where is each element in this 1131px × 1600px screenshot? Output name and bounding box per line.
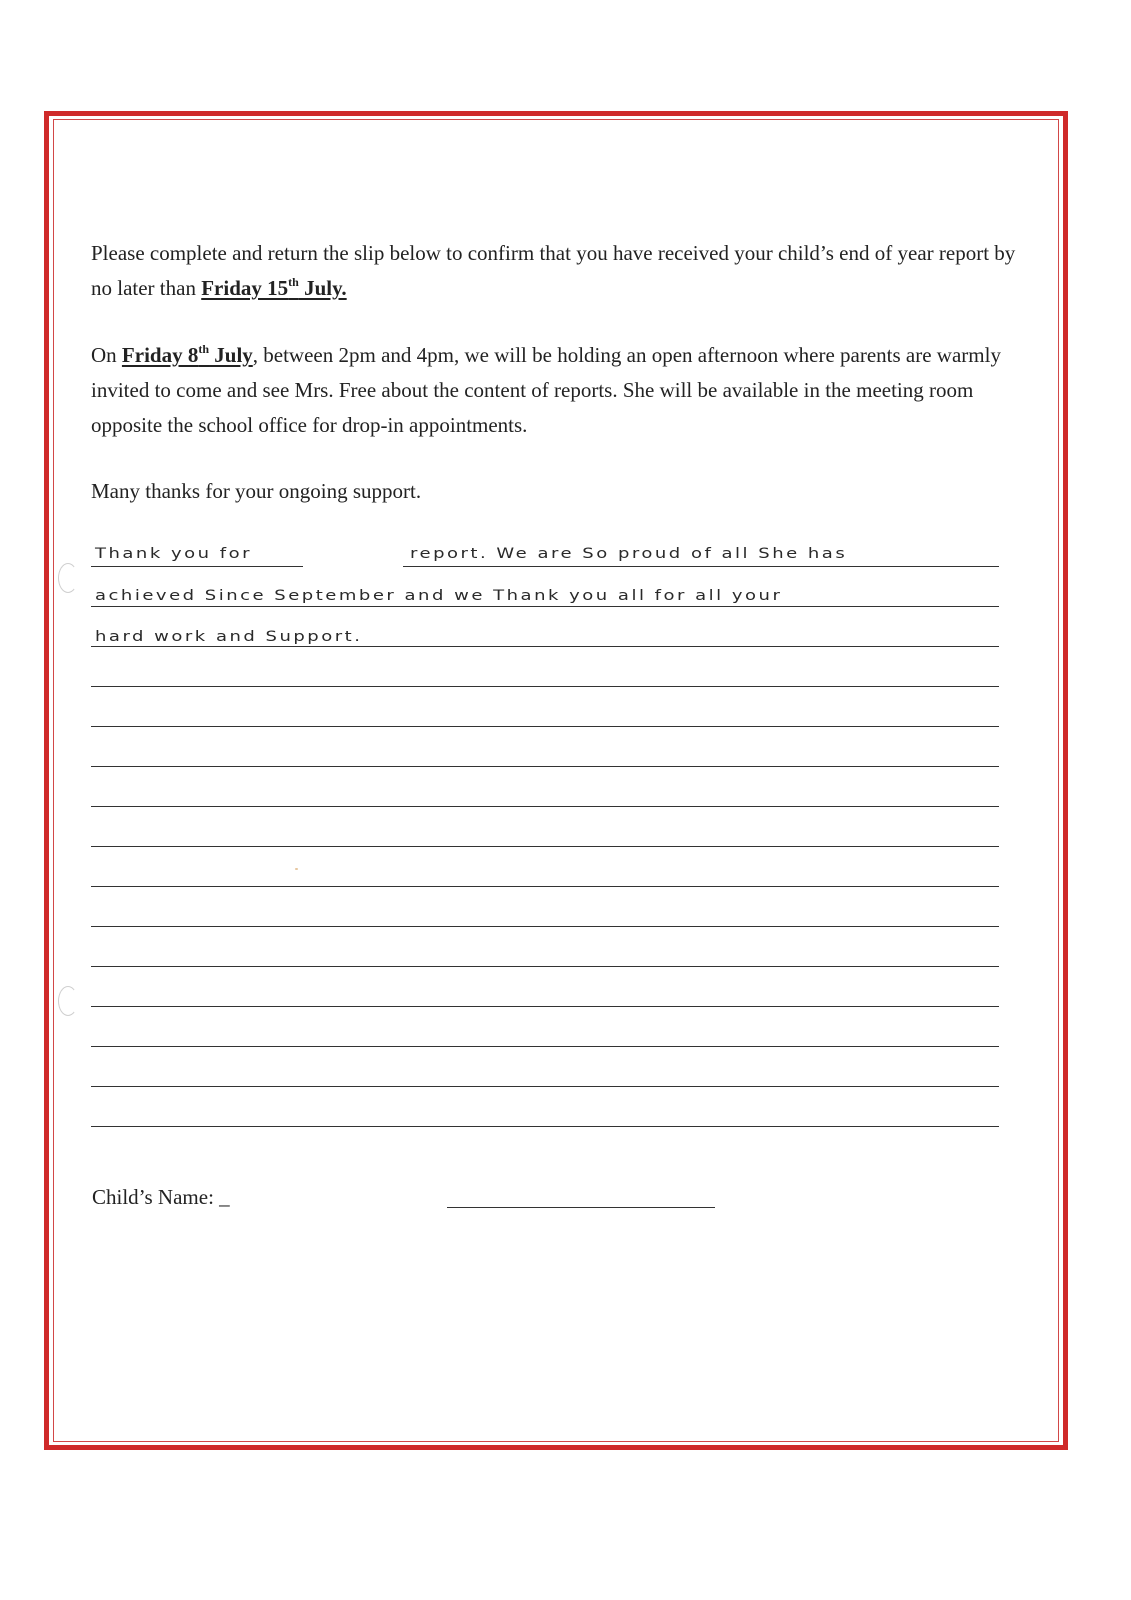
open-afternoon-date xyxy=(122,343,253,367)
return-deadline-month: July. xyxy=(298,276,347,300)
reply-line-15 xyxy=(91,1126,999,1127)
reply-line-3 xyxy=(91,646,999,647)
return-instructions-paragraph xyxy=(91,236,1021,306)
open-afternoon-details: , between 2pm and 4pm, we will be holding an open afternoon where parents are warmly invited to come and see Mrs. Free about the content of reports. She will be available in the meeting room opposite the school office for drop-in appointments. xyxy=(91,343,1001,437)
reply-line-1b xyxy=(403,566,999,567)
return-instructions-text: Please complete and return the slip below to confirm that you have received your child’s end of year report by no later than xyxy=(91,241,1016,300)
reply-line-12 xyxy=(91,1006,999,1007)
paper-speck xyxy=(295,868,298,870)
reply-line-10 xyxy=(91,926,999,927)
reply-line-6 xyxy=(91,766,999,767)
reply-line-11 xyxy=(91,966,999,967)
punch-hole-mark-top xyxy=(58,563,78,593)
open-afternoon-intro: On xyxy=(91,343,122,367)
return-deadline-day: Friday 15 xyxy=(201,276,289,300)
handwritten-reply-line-2: achieved Since September and we Thank you all for all your xyxy=(95,587,783,604)
reply-line-14 xyxy=(91,1086,999,1087)
handwritten-reply-line-3: hard work and Support. xyxy=(95,628,363,645)
open-afternoon-suffix: th xyxy=(198,342,210,356)
handwritten-reply-line-1a: Thank you for xyxy=(95,545,253,562)
reply-line-2 xyxy=(91,606,999,607)
thanks-paragraph: Many thanks for your ongoing support. xyxy=(91,479,422,503)
open-afternoon-paragraph xyxy=(91,338,1021,443)
reply-line-13 xyxy=(91,1046,999,1047)
reply-line-4 xyxy=(91,686,999,687)
reply-line-5 xyxy=(91,726,999,727)
return-deadline-suffix: th xyxy=(288,275,299,289)
reply-line-8 xyxy=(91,846,999,847)
reply-line-1a xyxy=(91,566,303,567)
child-name-line xyxy=(447,1207,715,1208)
child-name-label: Child’s Name: _ xyxy=(92,1185,230,1209)
open-afternoon-day: Friday 8 xyxy=(121,343,199,367)
punch-hole-mark-bottom xyxy=(58,986,78,1016)
handwritten-reply-line-1b: report. We are So proud of all She has xyxy=(410,545,848,562)
return-deadline-date xyxy=(201,276,346,300)
open-afternoon-month: July xyxy=(209,343,253,367)
page-border-inner xyxy=(53,119,1059,1442)
reply-line-7 xyxy=(91,806,999,807)
reply-line-9 xyxy=(91,886,999,887)
